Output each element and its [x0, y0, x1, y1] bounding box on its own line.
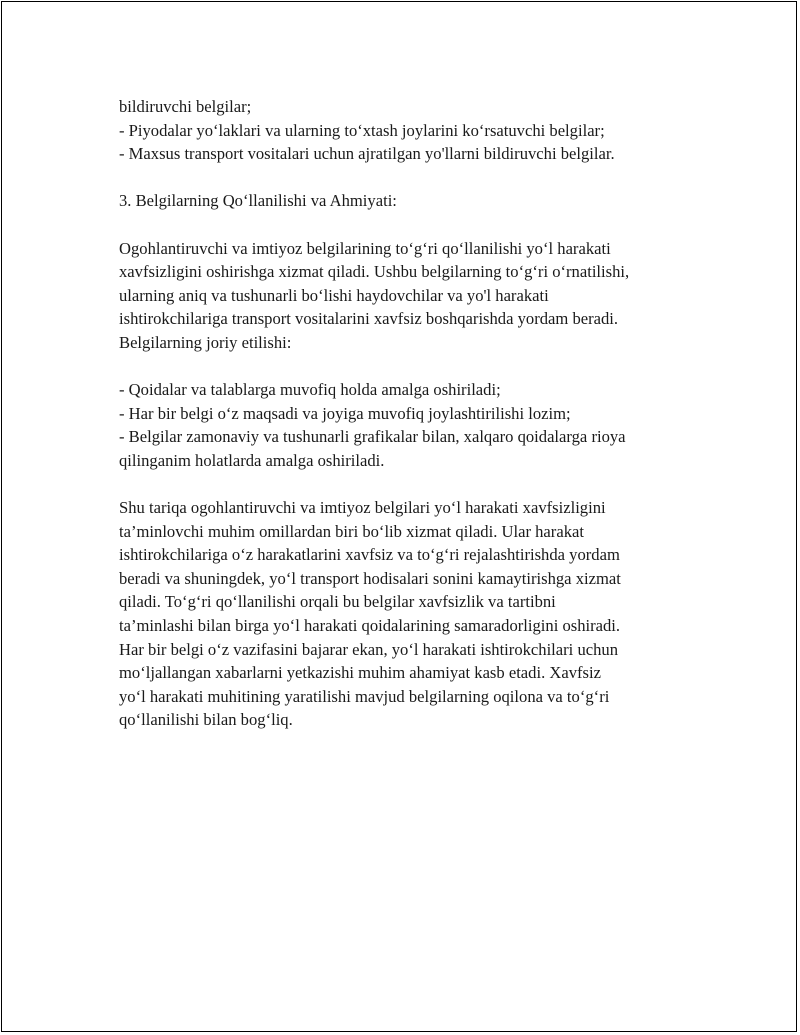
- list-item: - Belgilar zamonaviy va tushunarli grafikalar bilan, xalqaro qoidalarga rioya: [119, 427, 626, 447]
- section-heading: 3. Belgilarning Qo‘llanilishi va Ahmiyati:: [119, 191, 397, 211]
- text-line: yo‘l harakati muhitining yaratilishi mavjud belgilarning oqilona va to‘g‘ri: [119, 686, 610, 706]
- list-continuation: [119, 95, 719, 166]
- text-line: mo‘ljallangan xabarlarni yetkazishi muhim ahamiyat kasb etadi. Xavfsiz: [119, 663, 601, 683]
- requirements-list: [119, 378, 719, 472]
- text-line: ishtirokchilariga transport vositalarini xavfsiz boshqarishda yordam beradi.: [119, 309, 619, 329]
- list-item: - Piyodalar yo‘laklari va ularning to‘xtash joylarini ko‘rsatuvchi belgilar;: [119, 120, 605, 140]
- text-line: qo‘llanilishi bilan bog‘liq.: [119, 710, 293, 730]
- paragraph-spacer: [119, 213, 719, 237]
- list-item: - Maxsus transport vositalari uchun ajratilgan yo'llarni bildiruvchi belgilar.: [119, 144, 615, 164]
- list-item: bildiruvchi belgilar;: [119, 97, 252, 116]
- list-item: - Har bir belgi o‘z maqsadi va joyiga muvofiq joylashtirilishi lozim;: [119, 403, 571, 423]
- list-item: qilinganim holatlarda amalga oshiriladi.: [119, 450, 385, 470]
- paragraph-conclusion: [119, 496, 719, 732]
- text-line: Ogohlantiruvchi va imtiyoz belgilarining to‘g‘ri qo‘llanilishi yo‘l harakati: [119, 238, 611, 258]
- paragraph-intro: [119, 237, 719, 355]
- paragraph-spacer: [119, 355, 719, 379]
- text-line: ularning aniq va tushunarli bo‘lishi haydovchilar va yo'l harakati: [119, 285, 549, 305]
- list-item: - Qoidalar va talablarga muvofiq holda amalga oshiriladi;: [119, 380, 501, 400]
- text-line: ta’minlashi bilan birga yo‘l harakati qoidalarining samaradorligini oshiradi.: [119, 616, 621, 636]
- text-line: Shu tariqa ogohlantiruvchi va imtiyoz belgilari yo‘l harakati xavfsizligini: [119, 498, 606, 518]
- document-page: [1, 1, 797, 1032]
- text-line: ta’minlovchi muhim omillardan biri bo‘lib xizmat qiladi. Ular harakat: [119, 521, 584, 541]
- paragraph-spacer: [119, 166, 719, 190]
- text-line: Har bir belgi o‘z vazifasini bajarar ekan, yo‘l harakati ishtirokchilari uchun: [119, 639, 618, 659]
- document-body: [119, 95, 719, 732]
- paragraph-spacer: [119, 473, 719, 497]
- text-line: qiladi. To‘g‘ri qo‘llanilishi orqali bu belgilar xavfsizlik va tartibni: [119, 592, 556, 612]
- text-line: ishtirokchilariga o‘z harakatlarini xavfsiz va to‘g‘ri rejalashtirishda yordam: [119, 545, 620, 565]
- text-line: beradi va shuningdek, yo‘l transport hodisalari sonini kamaytirishga xizmat: [119, 568, 621, 588]
- text-line: xavfsizligini oshirishga xizmat qiladi. Ushbu belgilarning to‘g‘ri o‘rnatilishi,: [119, 262, 630, 282]
- text-line: Belgilarning joriy etilishi:: [119, 332, 292, 352]
